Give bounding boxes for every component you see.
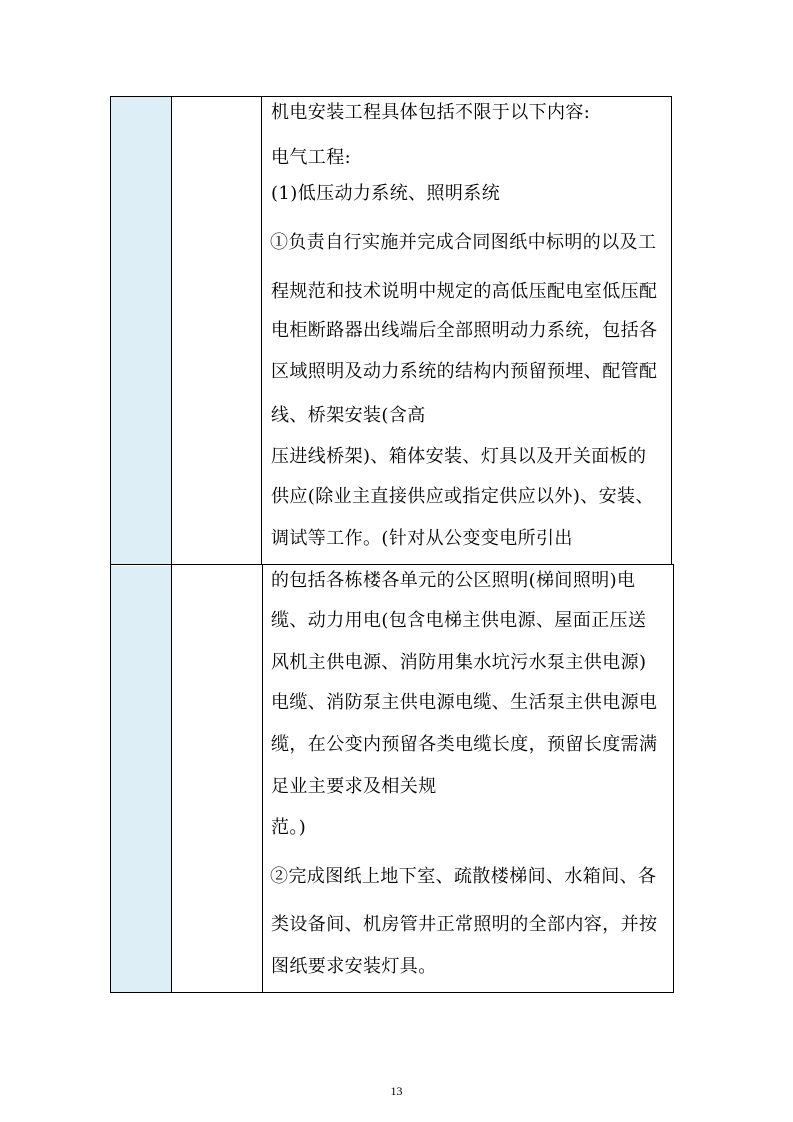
shaded-column-top (111, 97, 171, 564)
table-column-divider-1b (171, 564, 172, 993)
text-line: ①负责自行实施并完成合同图纸中标明的以及工 (270, 232, 657, 253)
text-line: (1)低压动力系统、照明系统 (271, 183, 501, 204)
text-line: 类设备间、机房管井正常照明的全部内容，并按 (271, 914, 658, 935)
text-line: 缆、动力用电(包含电梯主供电源、屋面正压送 (271, 610, 647, 631)
table-border-top (110, 96, 671, 97)
text-line: 风机主供电源、消防用集水坑污水泵主供电源) (271, 652, 647, 673)
table-border-bottom (110, 992, 674, 993)
table-border-left-1 (110, 96, 111, 565)
text-line: 供应(除业主直接供应或指定供应以外)、安装、 (271, 486, 654, 507)
text-line: 的包括各栋楼各单元的公区照明(梯间照明)电 (271, 570, 636, 591)
table-border-right-1 (671, 96, 672, 565)
text-line: 区域照明及动力系统的结构内预留预埋、配管配 (271, 361, 658, 382)
table-border-middle (110, 564, 673, 565)
text-line: 范。) (271, 817, 307, 838)
text-line: 机电安装工程具体包括不限于以下内容: (271, 102, 591, 123)
text-line: 足业主要求及相关规 (271, 776, 437, 797)
text-line: 电缆、消防泵主供电源电缆、生活泵主供电源电 (271, 692, 658, 713)
text-line: 缆，在公变内预留各类电缆长度，预留长度需满 (271, 734, 658, 755)
text-line: 电柜断路器出线端后全部照明动力系统，包括各 (271, 320, 658, 341)
text-line: 图纸要求安装灯具。 (271, 956, 437, 977)
text-line: 程规范和技术说明中规定的高低压配电室低压配 (271, 281, 658, 302)
shaded-column-bottom (111, 566, 171, 992)
table-column-divider-2a (261, 96, 262, 565)
page-number: 13 (390, 1084, 403, 1098)
text-line: 电气工程: (271, 147, 352, 168)
table-border-right-2 (673, 564, 674, 993)
text-line: ②完成图纸上地下室、疏散楼梯间、水箱间、各 (270, 866, 657, 887)
table-column-divider-2b (262, 564, 263, 993)
table-border-left-2 (110, 564, 111, 993)
text-line: 压进线桥架)、箱体安装、灯具以及开关面板的 (271, 446, 647, 467)
table-column-divider-1a (171, 96, 172, 565)
text-line: 线、桥架安装(含高 (271, 405, 426, 426)
text-line: 调试等工作。(针对从公变变电所引出 (271, 528, 573, 549)
